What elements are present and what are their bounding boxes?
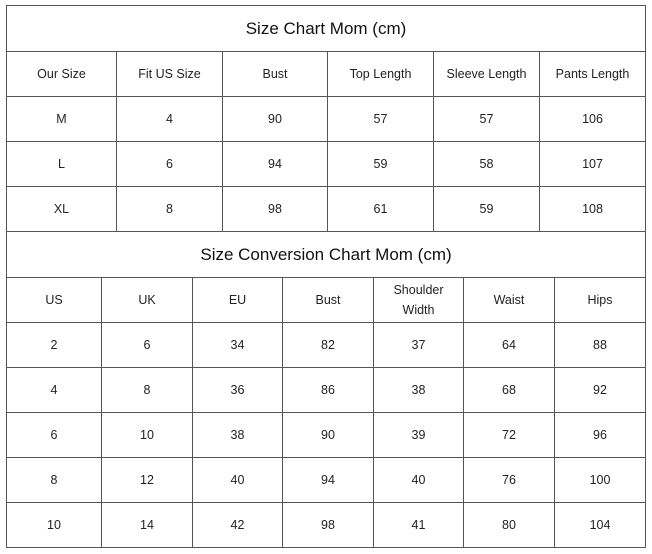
table-cell: 59 xyxy=(434,187,540,231)
conversion-chart-header-row xyxy=(7,278,645,323)
table-cell: 38 xyxy=(374,368,464,412)
table-cell: XL xyxy=(7,187,117,231)
table-cell: 4 xyxy=(7,368,102,412)
table-cell: 40 xyxy=(193,458,283,502)
table-cell: 41 xyxy=(374,503,464,547)
header-cell-top-length: Top Length xyxy=(328,52,434,96)
table-cell: 14 xyxy=(102,503,193,547)
header-cell-fit-us-size: Fit US Size xyxy=(117,52,223,96)
header-cell-waist: Waist xyxy=(464,278,555,322)
table-cell: 64 xyxy=(464,323,555,367)
header-cell-bust: Bust xyxy=(223,52,328,96)
table-cell: 4 xyxy=(117,97,223,141)
table-row xyxy=(7,413,645,458)
table-cell: 8 xyxy=(117,187,223,231)
table-cell: 68 xyxy=(464,368,555,412)
table-cell: 38 xyxy=(193,413,283,457)
size-chart-title: Size Chart Mom (cm) xyxy=(7,6,645,52)
table-cell: 92 xyxy=(593,383,607,397)
table-cell: L xyxy=(7,142,117,186)
table-cell: 39 xyxy=(374,413,464,457)
table-row xyxy=(7,458,645,503)
table-cell: 90 xyxy=(223,97,328,141)
table-cell: 10 xyxy=(7,503,102,547)
table-cell: 8 xyxy=(102,368,193,412)
header-cell-eu: EU xyxy=(193,278,283,322)
table-row xyxy=(7,368,645,413)
table-cell: 59 xyxy=(328,142,434,186)
header-cell-bust: Bust xyxy=(283,278,374,322)
table-cell: 36 xyxy=(193,368,283,412)
table-cell: 94 xyxy=(223,142,328,186)
table-cell: 57 xyxy=(434,97,540,141)
conversion-chart-title: Size Conversion Chart Mom (cm) xyxy=(7,232,645,278)
table-cell: 40 xyxy=(374,458,464,502)
header-cell-sleeve-length: Sleeve Length xyxy=(434,52,540,96)
table-cell: 96 xyxy=(593,428,607,442)
table-cell: 57 xyxy=(328,97,434,141)
table-cell: 72 xyxy=(464,413,555,457)
table-row xyxy=(7,187,645,232)
table-cell: 12 xyxy=(102,458,193,502)
table-cell: 10 xyxy=(102,413,193,457)
table-cell: 58 xyxy=(434,142,540,186)
table-cell: 88 xyxy=(593,338,607,352)
header-cell-shoulder-width: Shoulder Width xyxy=(374,278,464,322)
header-cell-uk: UK xyxy=(102,278,193,322)
table-cell: 100 xyxy=(589,473,611,487)
table-cell: 104 xyxy=(589,518,611,532)
table-cell: 37 xyxy=(374,323,464,367)
header-cell-us: US xyxy=(7,278,102,322)
table-cell: 82 xyxy=(283,323,374,367)
table-row xyxy=(7,97,645,142)
table-cell: 108 xyxy=(582,202,603,216)
table-cell: 6 xyxy=(7,413,102,457)
table-cell: 61 xyxy=(328,187,434,231)
header-cell-hips: Hips xyxy=(587,293,613,307)
table-cell: 80 xyxy=(464,503,555,547)
size-conversion-chart-table xyxy=(6,232,646,548)
table-cell: 76 xyxy=(464,458,555,502)
table-cell: 94 xyxy=(283,458,374,502)
table-cell: 6 xyxy=(102,323,193,367)
table-cell: 6 xyxy=(117,142,223,186)
table-cell: 86 xyxy=(283,368,374,412)
table-cell: 90 xyxy=(283,413,374,457)
table-row xyxy=(7,323,645,368)
table-cell: 8 xyxy=(7,458,102,502)
table-cell: 42 xyxy=(193,503,283,547)
size-chart-table xyxy=(6,5,646,232)
header-cell-our-size: Our Size xyxy=(7,52,117,96)
table-cell: 2 xyxy=(7,323,102,367)
header-cell-pants-length: Pants Length xyxy=(555,67,630,81)
table-cell: 98 xyxy=(223,187,328,231)
table-row xyxy=(7,503,645,548)
table-cell: M xyxy=(7,97,117,141)
size-chart-header-row xyxy=(7,52,645,97)
table-cell: 107 xyxy=(582,157,603,171)
table-cell: 34 xyxy=(193,323,283,367)
table-cell: 106 xyxy=(582,112,603,126)
table-cell: 98 xyxy=(283,503,374,547)
table-row xyxy=(7,142,645,187)
